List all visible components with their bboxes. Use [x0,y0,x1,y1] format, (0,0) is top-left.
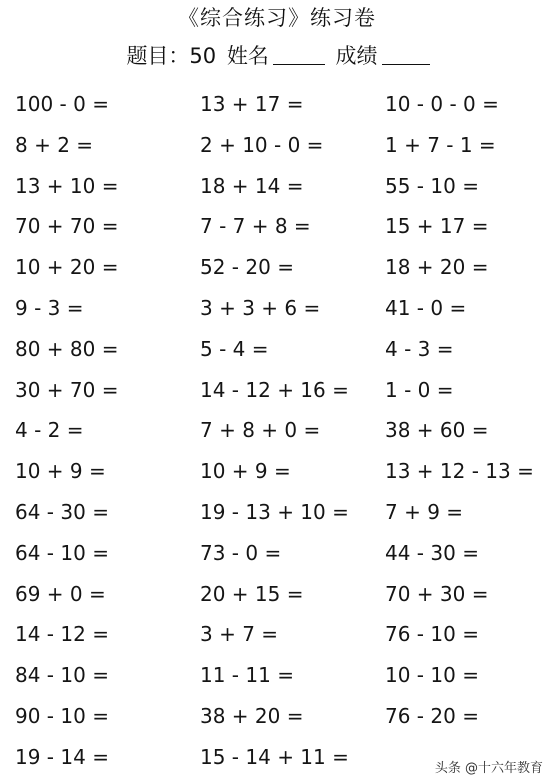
score-label: 成绩 [335,44,378,68]
math-problem: 76 - 20 = [385,703,479,728]
math-problem: 7 + 9 = [385,499,464,524]
math-problem: 80 + 80 = [15,336,119,361]
math-problem: 15 + 17 = [385,214,489,239]
worksheet-info-line [0,40,554,70]
worksheet-title: 《综合练习》练习卷 [178,6,376,30]
math-problem: 3 + 7 = [200,622,279,647]
math-problem: 7 - 7 + 8 = [200,214,311,239]
problem-grid [15,84,545,778]
math-problem: 4 - 3 = [385,336,454,361]
math-problem: 10 + 9 = [200,459,291,484]
math-problem: 44 - 30 = [385,540,479,565]
watermark: 头条 @十六年教育 [432,756,546,777]
math-problem: 10 + 20 = [15,255,119,280]
math-problem: 70 + 30 = [385,581,489,606]
math-problem: 64 - 10 = [15,540,109,565]
name-label: 姓名 [226,44,269,68]
math-problem: 20 + 15 = [200,581,304,606]
math-problem: 70 + 70 = [15,214,119,239]
math-problem: 9 - 3 = [15,295,84,320]
math-problem: 4 - 2 = [15,418,84,443]
math-problem: 84 - 10 = [15,663,109,688]
name-blank [273,46,325,65]
math-problem: 100 - 0 = [15,92,109,116]
math-problem: 5 - 4 = [200,336,269,361]
math-problem: 19 - 13 + 10 = [200,499,349,524]
math-problem: 13 + 17 = [200,92,304,116]
math-problem: 1 + 7 - 1 = [385,132,496,157]
math-problem: 8 + 2 = [15,132,94,157]
math-problem: 10 - 10 = [385,663,479,688]
math-problem: 76 - 10 = [385,622,479,647]
math-problem: 38 + 20 = [200,703,304,728]
math-problem: 11 - 11 = [200,663,294,688]
math-problem: 10 + 9 = [15,459,106,484]
math-problem: 1 - 0 = [385,377,454,402]
math-problem: 7 + 8 + 0 = [200,418,321,443]
math-problem: 69 + 0 = [15,581,106,606]
math-problem: 2 + 10 - 0 = [200,132,324,157]
math-problem: 90 - 10 = [15,703,109,728]
math-problem: 38 + 60 = [385,418,489,443]
math-problem: 13 + 10 = [15,173,119,198]
math-problem: 73 - 0 = [200,540,282,565]
math-problem: 41 - 0 = [385,295,467,320]
math-problem: 64 - 30 = [15,499,109,524]
math-problem: 52 - 20 = [200,255,294,280]
math-problem: 13 + 12 - 13 = [385,459,534,484]
math-problem: 3 + 3 + 6 = [200,295,321,320]
math-problem: 14 - 12 + 16 = [200,377,349,402]
math-problem: 19 - 14 = [15,744,109,769]
math-problem: 55 - 10 = [385,173,479,198]
questions-count-label: 题目：50 [126,44,217,68]
math-problem: 10 - 0 - 0 = [385,92,499,116]
score-blank [382,46,430,65]
math-problem: 18 + 14 = [200,173,304,198]
math-problem: 14 - 12 = [15,622,109,647]
math-problem: 30 + 70 = [15,377,119,402]
math-problem: 18 + 20 = [385,255,489,280]
math-problem: 15 - 14 + 11 = [200,744,349,769]
